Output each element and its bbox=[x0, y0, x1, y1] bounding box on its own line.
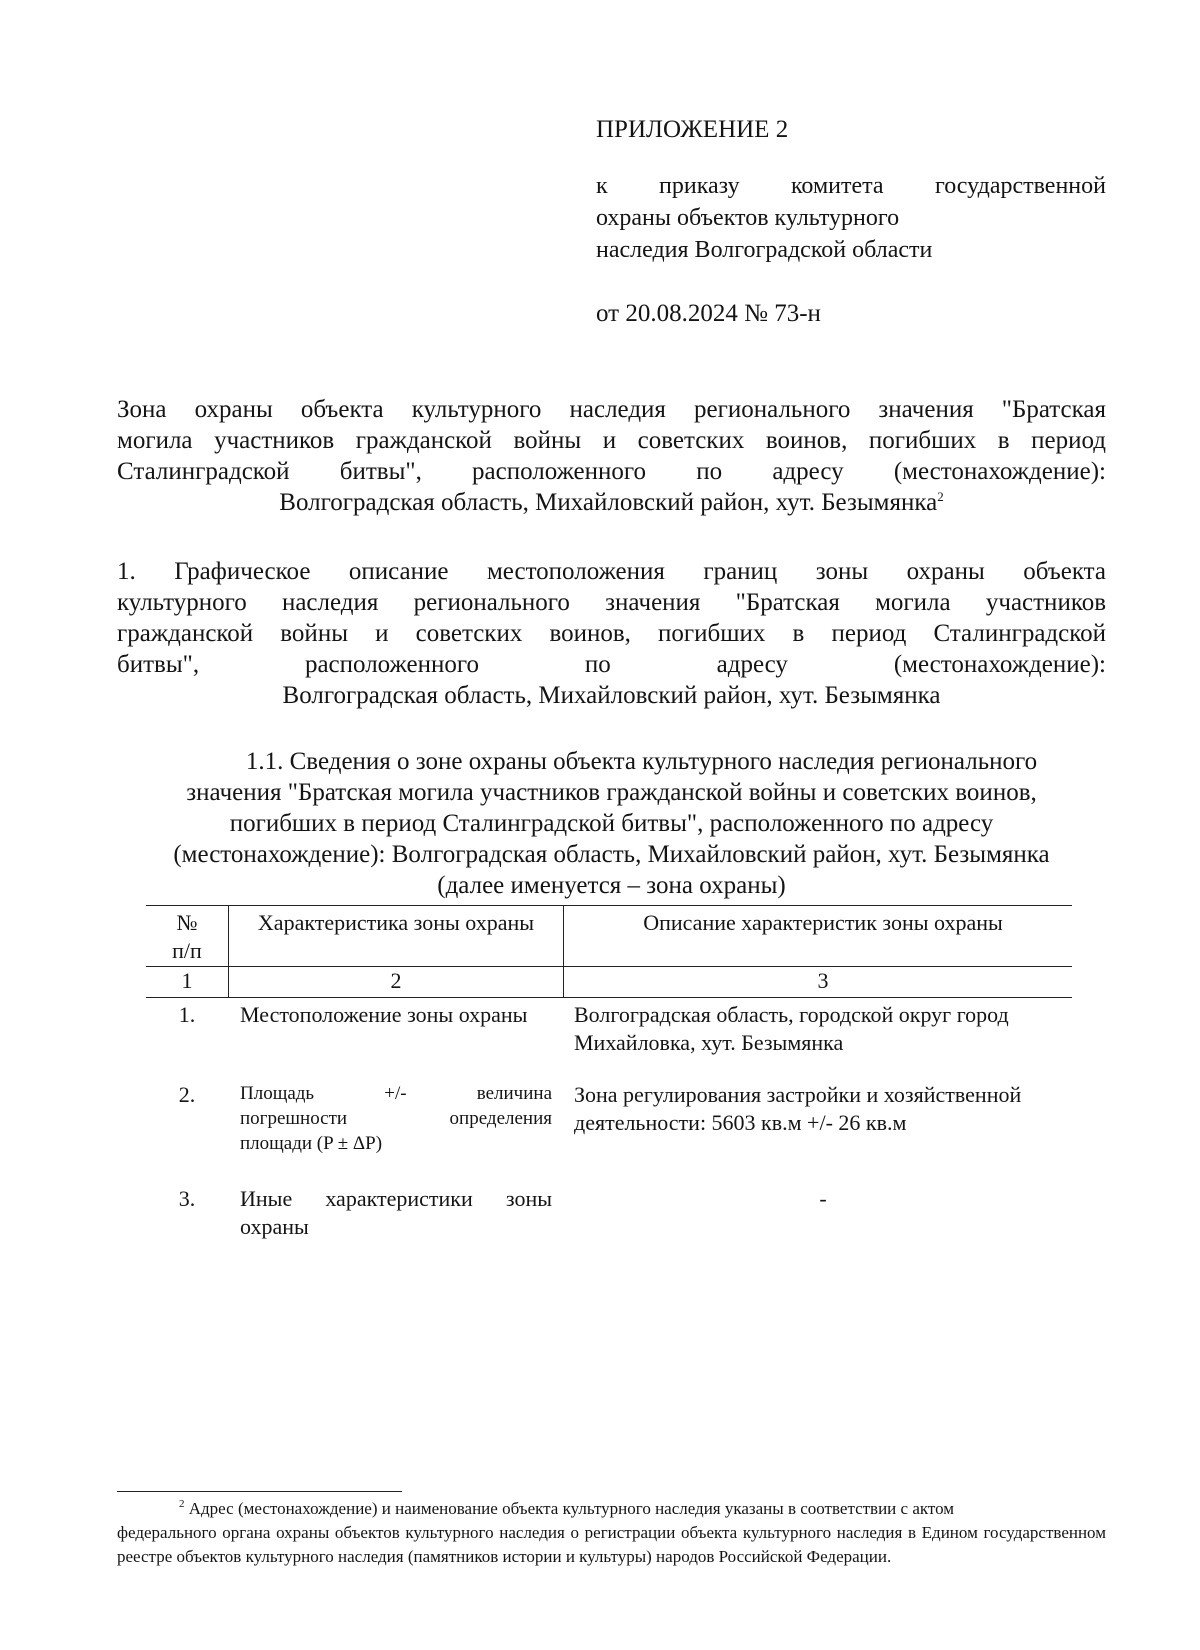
header-description: Описание характеристик зоны охраны bbox=[643, 910, 1003, 935]
header-characteristic: Характеристика зоны охраны bbox=[228, 906, 564, 966]
appendix-order-line: охраны объектов культурного bbox=[596, 205, 900, 231]
characteristic-line: Иные характеристики зоны bbox=[240, 1186, 552, 1211]
heading-address: Волгоградская область, Михайловский район, хут. Безымянка bbox=[279, 489, 938, 516]
characteristic-line: охраны bbox=[240, 1214, 309, 1239]
column-number: 3 bbox=[817, 968, 829, 993]
footnote-text-start: Адрес (местонахождение) и наименование объекта культурного наследия указаны в соответствии с актом bbox=[188, 1499, 955, 1518]
heading-line: могила участников гражданской войны и советских воинов, погибших в период bbox=[117, 427, 1106, 454]
table-row bbox=[146, 1185, 1072, 1265]
footnote bbox=[117, 1497, 1106, 1569]
section-1-address: Волгоградская область, Михайловский район, хут. Безымянка bbox=[282, 682, 941, 709]
footnote-separator bbox=[117, 1491, 402, 1492]
row-num: 1. bbox=[178, 1002, 196, 1027]
appendix-order-reference bbox=[596, 170, 1106, 266]
section-1-1-line: значения "Братская могила участников гражданской войны и советских воинов, bbox=[186, 779, 1037, 806]
footnote-reference: 2 bbox=[937, 489, 944, 504]
column-number: 2 bbox=[228, 967, 564, 997]
section-1-line: культурного наследия регионального значения "Братская могила участников bbox=[117, 589, 1106, 616]
row-num: 3. bbox=[178, 1186, 196, 1211]
appendix-order-line: наследия Волгоградской области bbox=[596, 237, 933, 263]
table-column-numbers-row bbox=[146, 967, 1072, 998]
characteristic-line: погрешности определения bbox=[240, 1108, 552, 1129]
heading-address-line bbox=[117, 487, 1106, 518]
column-number: 1 bbox=[181, 968, 193, 993]
footnote-first-line bbox=[117, 1497, 1106, 1521]
zone-info-table bbox=[146, 905, 1072, 1265]
section-1-title bbox=[117, 556, 1106, 711]
row-characteristic: Местоположение зоны охраны bbox=[240, 1002, 528, 1027]
section-1-1-line: 1.1. Сведения о зоне охраны объекта культурного наследия регионального bbox=[245, 748, 1038, 775]
table-row bbox=[146, 1081, 1072, 1185]
section-1-1-line: (местонахождение): Волгоградская область, Михайловский район, хут. Безымянка bbox=[173, 841, 1050, 868]
characteristic-line: площади (P ± ΔP) bbox=[240, 1133, 383, 1154]
characteristic-line: Площадь +/- величина bbox=[240, 1083, 552, 1104]
heading-line: Сталинградской битвы", расположенного по адресу (местонахождение): bbox=[117, 458, 1106, 485]
appendix-order-line: к приказу комитета государственной bbox=[596, 173, 1106, 199]
table-header-row bbox=[146, 905, 1072, 967]
section-1-line: 1. Графическое описание местоположения границ зоны охраны объекта bbox=[117, 558, 1106, 585]
footnote-text-rest: федерального органа охраны объектов культурного наследия о регистрации объекта культурного наследия в Едином государственном реестре объектов культурного наследия (памятников истории и культуры) народов Российской Федерации. bbox=[117, 1523, 1106, 1566]
row-characteristic bbox=[228, 1185, 564, 1265]
row-num: 2. bbox=[178, 1082, 196, 1107]
row-characteristic bbox=[228, 1081, 564, 1185]
section-1-1-line: погибших в период Сталинградской битвы", расположенного по адресу bbox=[229, 810, 994, 837]
row-description: Волгоградская область, городской округ город Михайловка, хут. Безымянка bbox=[574, 1002, 1009, 1055]
document-heading bbox=[117, 394, 1106, 518]
table-row bbox=[146, 1001, 1072, 1081]
section-1-line: битвы", расположенного по адресу (местонахождение): bbox=[117, 651, 1106, 678]
row-description: - bbox=[819, 1186, 827, 1211]
section-1-1-line: (далее именуется – зона охраны) bbox=[437, 872, 786, 899]
row-description: Зона регулирования застройки и хозяйственной деятельности: 5603 кв.м +/- 26 кв.м bbox=[574, 1082, 1022, 1135]
footnote-mark: 2 bbox=[179, 1498, 185, 1510]
header-num: № п/п bbox=[172, 910, 202, 963]
appendix-title: ПРИЛОЖЕНИЕ 2 bbox=[596, 116, 789, 143]
section-1-1-title bbox=[117, 746, 1106, 901]
heading-line: Зона охраны объекта культурного наследия регионального значения "Братская bbox=[117, 396, 1106, 423]
order-date-number: от 20.08.2024 № 73-н bbox=[596, 300, 821, 327]
section-1-line: гражданской войны и советских воинов, погибших в период Сталинградской bbox=[117, 620, 1106, 647]
